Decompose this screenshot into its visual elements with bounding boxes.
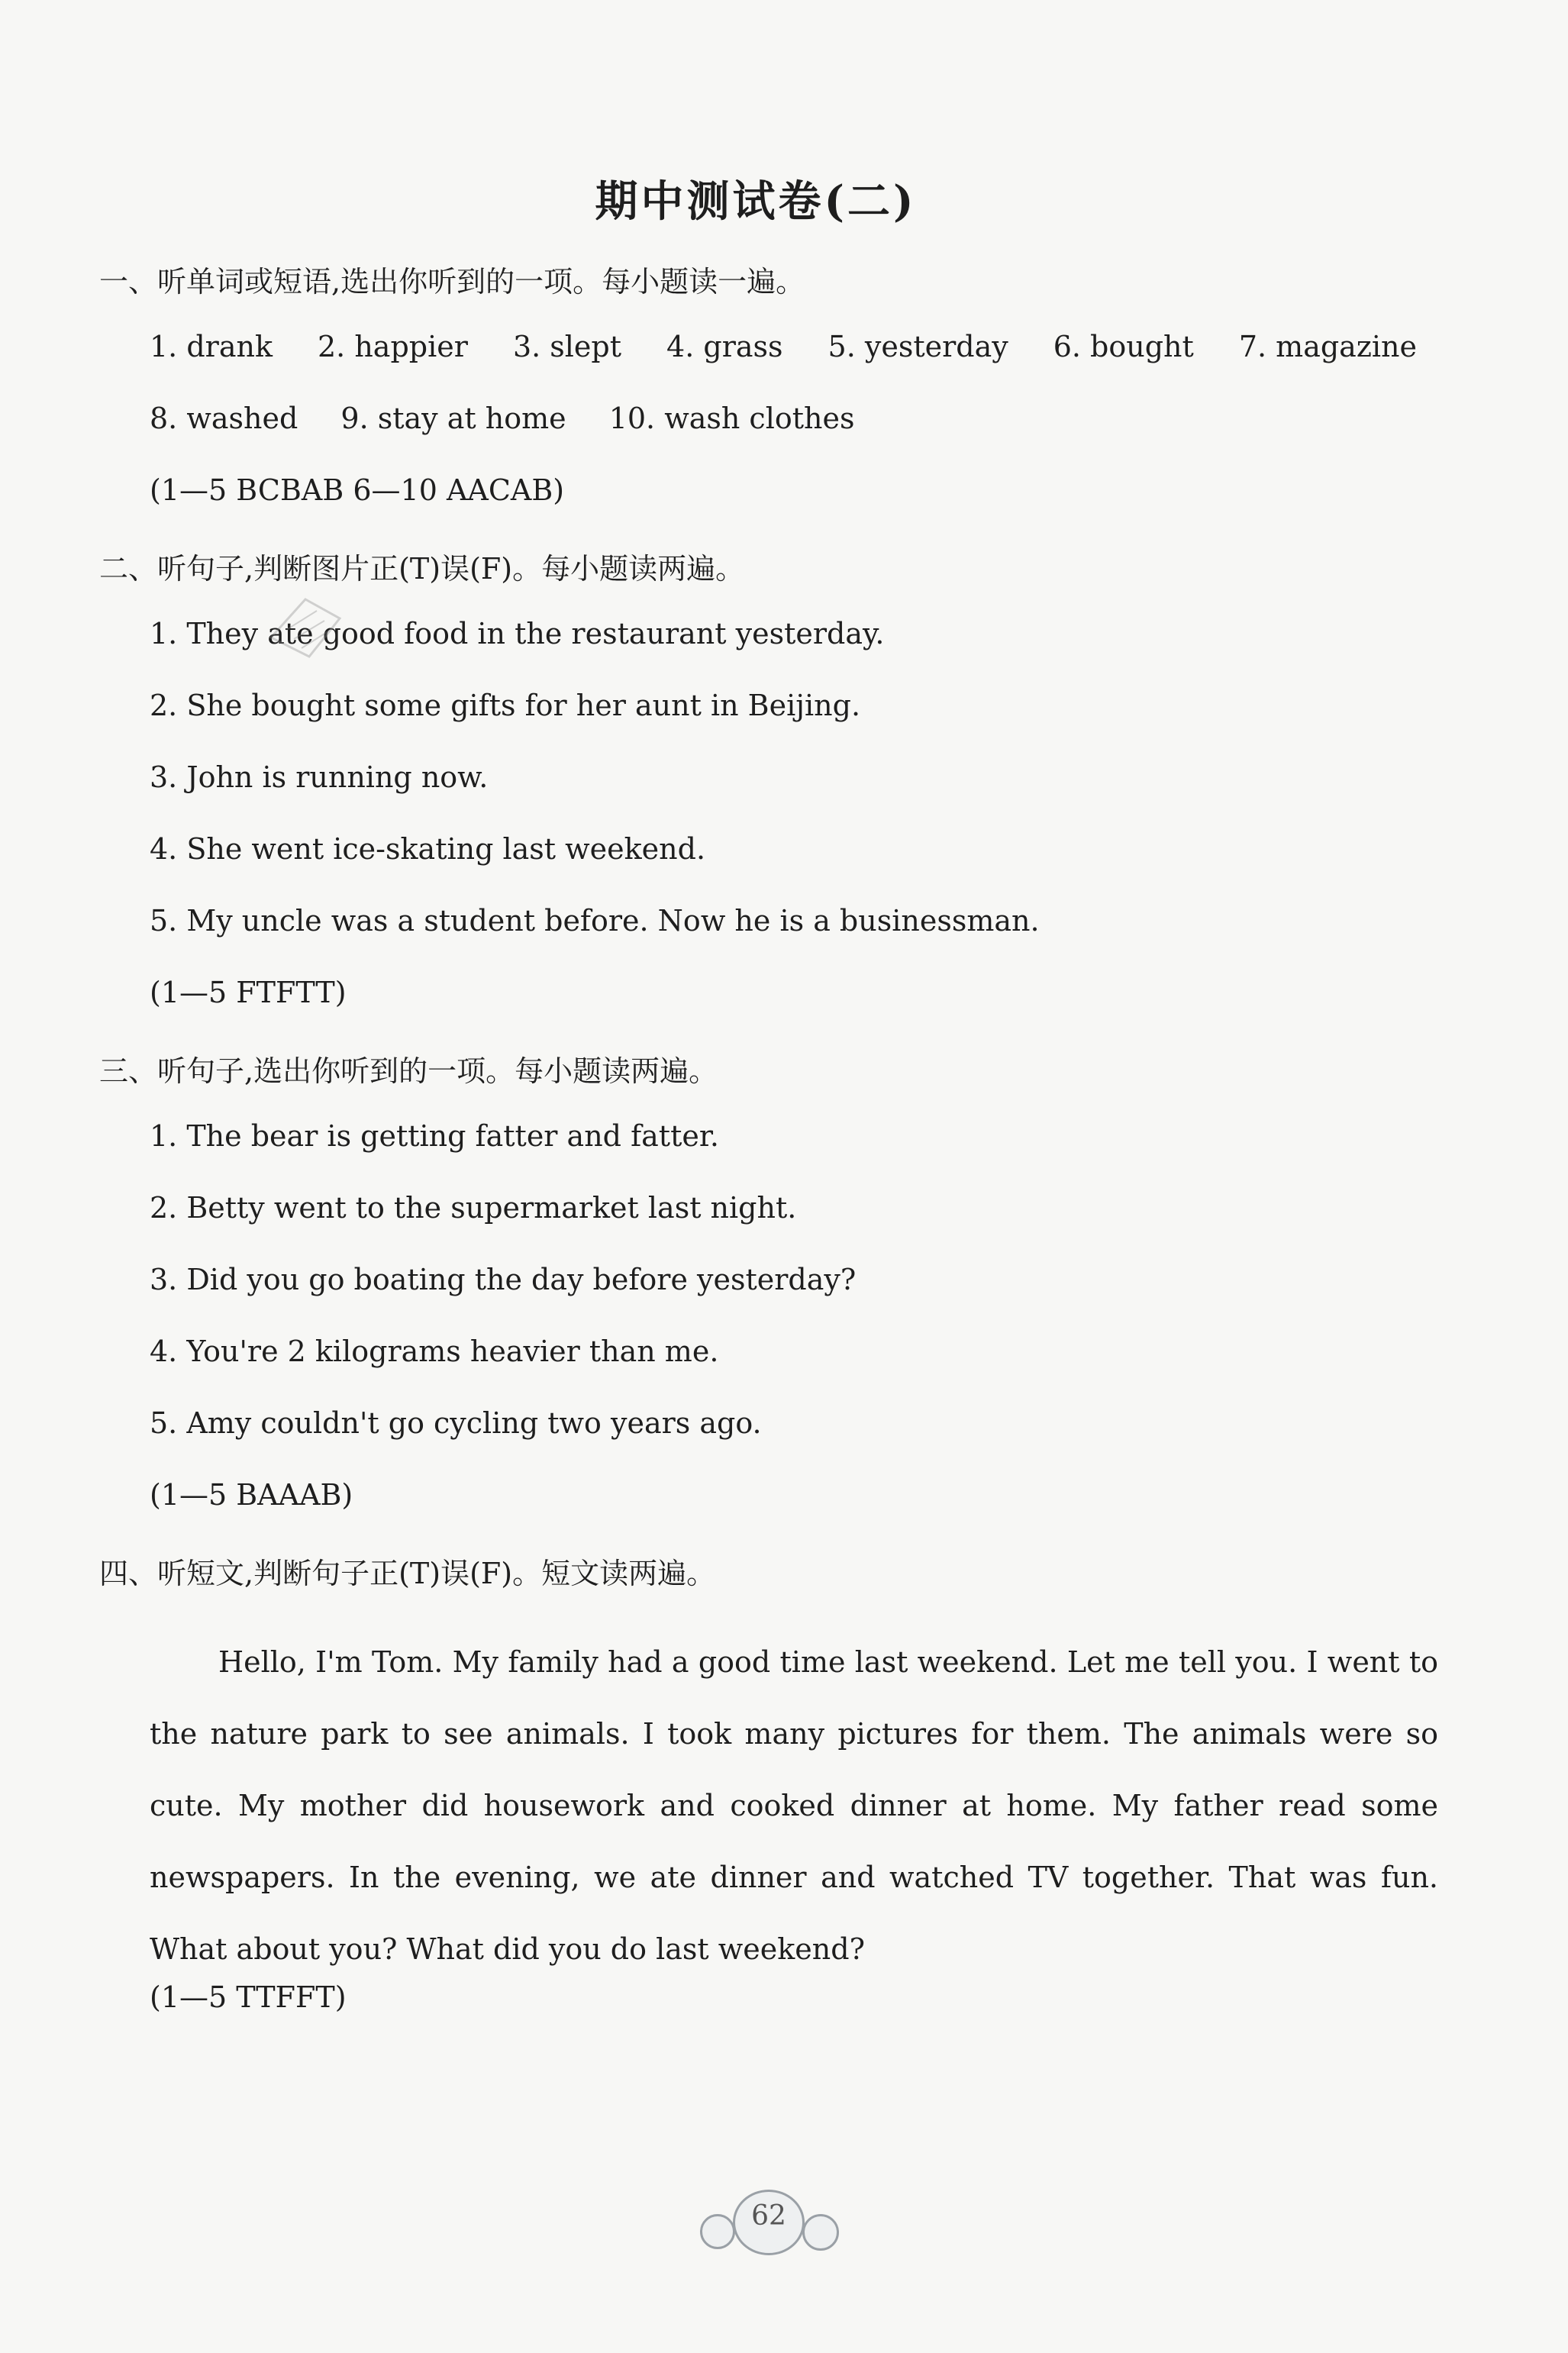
section2-heading: 二、听句子,判断图片正(T)误(F)。每小题读两遍。 [99,552,745,586]
section3-item: 3. Did you go boating the day before yesterday? [150,1263,857,1296]
word-item: 1. drank [150,330,273,363]
section3-answer: (1—5 BAAAB) [150,1478,353,1512]
section3-item: 5. Amy couldn't go cycling two years ago. [150,1406,762,1440]
bubble-icon [700,2214,735,2249]
page-title: 期中测试卷(二) [595,176,917,227]
bubble-icon [802,2214,839,2251]
word-item: 6. bought [1053,330,1194,363]
page-number: 62 [751,2200,786,2232]
word-item: 8. washed [150,402,298,435]
word-item: 2. happier [318,330,468,363]
section3-item: 4. You're 2 kilograms heavier than me. [150,1335,719,1368]
section2-item: 5. My uncle was a student before. Now he is a businessman. [150,904,1040,938]
word-item: 4. grass [666,330,783,363]
section2-answer: (1—5 FTFTT) [150,976,347,1009]
word-item: 3. slept [512,330,622,363]
word-item: 7. magazine [1238,330,1417,363]
stamp-watermark-icon [263,584,347,668]
section4-passage: Hello, I'm Tom. My family had a good time last weekend. Let me tell you. I went to the nature park to see animals. I took many pictures for them. The animals were so cute. My mother did housework and cooked dinner at home. My father read some newspapers. In the evening, we ate dinner and watched TV together. That was fun. What about you? What did you do last weekend? [150,1645,1438,1966]
section2-item: 2. She bought some gifts for her aunt in Beijing. [150,689,861,722]
section3-item: 1. The bear is getting fatter and fatter. [150,1119,719,1153]
section1-words-row1 [150,330,1417,363]
page-number-badge [691,2184,844,2260]
word-item: 5. yesterday [828,330,1008,363]
word-item: 9. stay at home [340,402,566,435]
word-item: 10. wash clothes [608,402,855,435]
section4-answer: (1—5 TTFFT) [150,1980,347,2014]
section2-item: 3. John is running now. [150,760,489,794]
section1-heading: 一、听单词或短语,选出你听到的一项。每小题读一遍。 [99,265,805,299]
section1-answer: (1—5 BCBAB 6—10 AACAB) [150,473,565,507]
section3-heading: 三、听句子,选出你听到的一项。每小题读两遍。 [99,1054,718,1088]
section2-item: 4. She went ice-skating last weekend. [150,832,706,866]
section1-words-row2 [150,402,888,435]
section4-heading: 四、听短文,判断句子正(T)误(F)。短文读两遍。 [99,1557,716,1590]
section3-item: 2. Betty went to the supermarket last night. [150,1191,797,1225]
section2-item: 1. They ate good food in the restaurant yesterday. [150,617,885,650]
